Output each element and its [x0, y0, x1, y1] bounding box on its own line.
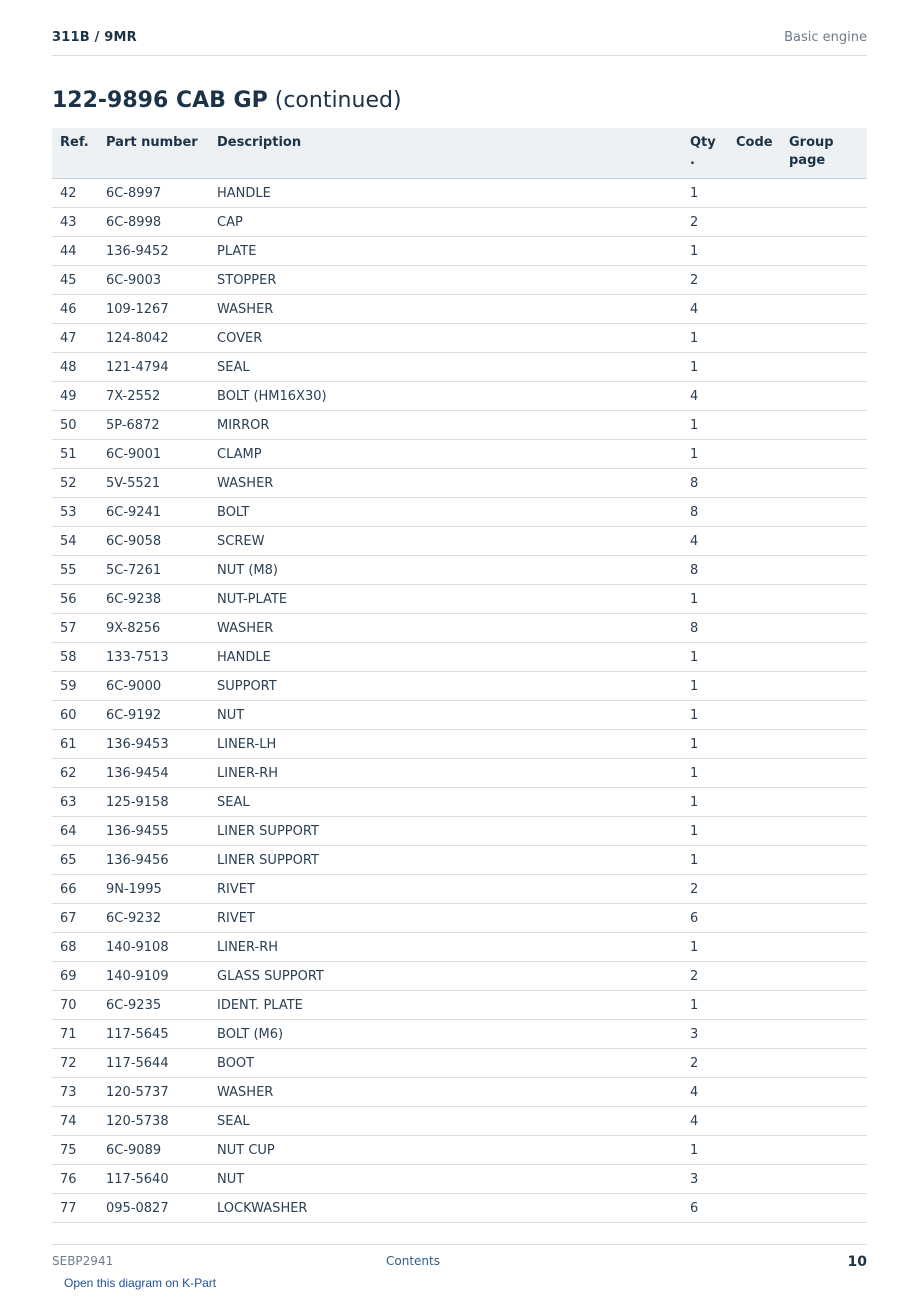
cell-group-page [781, 1165, 867, 1194]
table-row [52, 556, 867, 585]
cell-group-page [781, 1020, 867, 1049]
cell-ref: 64 [52, 817, 98, 846]
cell-description: WASHER [209, 469, 682, 498]
table-row [52, 353, 867, 382]
cell-qty: 4 [682, 382, 728, 411]
cell-group-page [781, 527, 867, 556]
table-row [52, 904, 867, 933]
cell-part-number: 125-9158 [98, 788, 209, 817]
cell-code [728, 1078, 781, 1107]
cell-part-number: 6C-9003 [98, 266, 209, 295]
cell-ref: 59 [52, 672, 98, 701]
cell-qty: 6 [682, 904, 728, 933]
cell-code [728, 556, 781, 585]
cell-ref: 58 [52, 643, 98, 672]
document-id: SEBP2941 [52, 1254, 114, 1268]
cell-group-page [781, 266, 867, 295]
cell-description: NUT [209, 1165, 682, 1194]
cell-code [728, 382, 781, 411]
cell-ref: 49 [52, 382, 98, 411]
cell-ref: 48 [52, 353, 98, 382]
page-header [52, 27, 867, 56]
cell-part-number: 5C-7261 [98, 556, 209, 585]
cell-description: LINER SUPPORT [209, 846, 682, 875]
cell-part-number: 5V-5521 [98, 469, 209, 498]
table-header-row [52, 128, 867, 179]
cell-code [728, 672, 781, 701]
cell-code [728, 208, 781, 237]
cell-code [728, 614, 781, 643]
cell-part-number: 109-1267 [98, 295, 209, 324]
table-row [52, 324, 867, 353]
cell-description: PLATE [209, 237, 682, 266]
cell-qty: 8 [682, 469, 728, 498]
cell-ref: 42 [52, 179, 98, 208]
cell-qty: 4 [682, 527, 728, 556]
cell-part-number: 6C-9089 [98, 1136, 209, 1165]
table-row [52, 498, 867, 527]
cell-code [728, 962, 781, 991]
cell-qty: 1 [682, 846, 728, 875]
cell-description: RIVET [209, 875, 682, 904]
cell-qty: 3 [682, 1020, 728, 1049]
cell-ref: 53 [52, 498, 98, 527]
model-label: 311B / 9MR [52, 30, 137, 45]
cell-part-number: 120-5738 [98, 1107, 209, 1136]
cell-description: CLAMP [209, 440, 682, 469]
col-header-qty: Qty . [682, 128, 728, 179]
cell-ref: 50 [52, 411, 98, 440]
cell-code [728, 440, 781, 469]
cell-qty: 8 [682, 556, 728, 585]
table-row [52, 585, 867, 614]
cell-ref: 54 [52, 527, 98, 556]
cell-code [728, 875, 781, 904]
cell-qty: 2 [682, 962, 728, 991]
cell-description: LINER-RH [209, 933, 682, 962]
cell-part-number: 6C-8998 [98, 208, 209, 237]
cell-group-page [781, 701, 867, 730]
cell-code [728, 730, 781, 759]
title-suffix: (continued) [274, 88, 402, 113]
cell-description: CAP [209, 208, 682, 237]
cell-ref: 77 [52, 1194, 98, 1223]
cell-group-page [781, 904, 867, 933]
cell-group-page [781, 469, 867, 498]
table-row [52, 614, 867, 643]
table-row [52, 295, 867, 324]
cell-code [728, 846, 781, 875]
cell-qty: 2 [682, 1049, 728, 1078]
table-row [52, 266, 867, 295]
cell-qty: 1 [682, 179, 728, 208]
page-title [52, 88, 402, 113]
cell-description: COVER [209, 324, 682, 353]
cell-qty: 1 [682, 324, 728, 353]
cell-ref: 70 [52, 991, 98, 1020]
cell-code [728, 324, 781, 353]
cell-code [728, 469, 781, 498]
assembly-title: 122-9896 CAB GP [52, 88, 268, 113]
cell-code [728, 295, 781, 324]
cell-qty: 2 [682, 266, 728, 295]
cell-description: HANDLE [209, 643, 682, 672]
table-row [52, 179, 867, 208]
contents-link[interactable]: Contents [386, 1254, 440, 1268]
cell-code [728, 1020, 781, 1049]
cell-qty: 4 [682, 1107, 728, 1136]
cell-part-number: 136-9454 [98, 759, 209, 788]
cell-ref: 73 [52, 1078, 98, 1107]
cell-part-number: 121-4794 [98, 353, 209, 382]
cell-part-number: 6C-9192 [98, 701, 209, 730]
table-row [52, 1165, 867, 1194]
cell-ref: 43 [52, 208, 98, 237]
col-header-part-number: Part number [98, 128, 209, 179]
cell-qty: 3 [682, 1165, 728, 1194]
cell-ref: 76 [52, 1165, 98, 1194]
cell-part-number: 120-5737 [98, 1078, 209, 1107]
cell-qty: 8 [682, 498, 728, 527]
cell-group-page [781, 411, 867, 440]
section-label: Basic engine [784, 30, 867, 45]
cell-code [728, 527, 781, 556]
cell-qty: 1 [682, 643, 728, 672]
cell-code [728, 933, 781, 962]
cell-group-page [781, 295, 867, 324]
cell-description: MIRROR [209, 411, 682, 440]
cell-description: STOPPER [209, 266, 682, 295]
table-row [52, 1194, 867, 1223]
cell-part-number: 117-5640 [98, 1165, 209, 1194]
cell-qty: 8 [682, 614, 728, 643]
col-header-code: Code [728, 128, 781, 179]
cell-ref: 66 [52, 875, 98, 904]
cell-code [728, 1194, 781, 1223]
cell-group-page [781, 1194, 867, 1223]
cell-description: BOLT [209, 498, 682, 527]
cell-ref: 65 [52, 846, 98, 875]
cell-group-page [781, 991, 867, 1020]
cell-part-number: 6C-9000 [98, 672, 209, 701]
cell-part-number: 6C-9001 [98, 440, 209, 469]
cell-qty: 2 [682, 208, 728, 237]
cell-part-number: 133-7513 [98, 643, 209, 672]
cell-qty: 1 [682, 730, 728, 759]
cell-part-number: 140-9108 [98, 933, 209, 962]
cell-qty: 1 [682, 933, 728, 962]
cell-part-number: 136-9452 [98, 237, 209, 266]
cell-qty: 1 [682, 991, 728, 1020]
cell-qty: 1 [682, 411, 728, 440]
table-row [52, 1078, 867, 1107]
cell-group-page [781, 440, 867, 469]
cell-code [728, 498, 781, 527]
table-row [52, 817, 867, 846]
cell-ref: 67 [52, 904, 98, 933]
cell-qty: 1 [682, 701, 728, 730]
table-row [52, 933, 867, 962]
table-row [52, 527, 867, 556]
table-row [52, 1136, 867, 1165]
cell-ref: 72 [52, 1049, 98, 1078]
cell-code [728, 411, 781, 440]
cell-qty: 1 [682, 585, 728, 614]
cell-qty: 1 [682, 817, 728, 846]
cell-group-page [781, 1107, 867, 1136]
table-row [52, 730, 867, 759]
page-number: 10 [847, 1254, 867, 1270]
table-row [52, 643, 867, 672]
cell-group-page [781, 556, 867, 585]
cell-description: WASHER [209, 1078, 682, 1107]
cell-group-page [781, 1078, 867, 1107]
col-header-description: Description [209, 128, 682, 179]
table-row [52, 208, 867, 237]
cell-qty: 1 [682, 672, 728, 701]
cell-part-number: 124-8042 [98, 324, 209, 353]
cell-ref: 51 [52, 440, 98, 469]
table-row [52, 469, 867, 498]
cell-qty: 1 [682, 1136, 728, 1165]
cell-description: GLASS SUPPORT [209, 962, 682, 991]
cell-ref: 52 [52, 469, 98, 498]
cell-group-page [781, 324, 867, 353]
table-row [52, 237, 867, 266]
cell-description: IDENT. PLATE [209, 991, 682, 1020]
cell-description: LINER SUPPORT [209, 817, 682, 846]
cell-description: BOOT [209, 1049, 682, 1078]
cell-group-page [781, 730, 867, 759]
cell-part-number: 095-0827 [98, 1194, 209, 1223]
cell-qty: 1 [682, 440, 728, 469]
cell-part-number: 6C-8997 [98, 179, 209, 208]
cell-qty: 1 [682, 759, 728, 788]
cell-description: BOLT (HM16X30) [209, 382, 682, 411]
cell-qty: 1 [682, 353, 728, 382]
table-row [52, 991, 867, 1020]
cell-code [728, 701, 781, 730]
cell-qty: 2 [682, 875, 728, 904]
cell-part-number: 6C-9241 [98, 498, 209, 527]
cell-code [728, 1107, 781, 1136]
cell-group-page [781, 353, 867, 382]
cell-qty: 1 [682, 788, 728, 817]
parts-table [52, 128, 867, 1223]
cell-group-page [781, 817, 867, 846]
cell-part-number: 6C-9058 [98, 527, 209, 556]
cell-group-page [781, 208, 867, 237]
cell-code [728, 817, 781, 846]
cell-ref: 69 [52, 962, 98, 991]
cell-ref: 45 [52, 266, 98, 295]
cell-group-page [781, 759, 867, 788]
cell-part-number: 9X-8256 [98, 614, 209, 643]
cell-group-page [781, 382, 867, 411]
cell-description: NUT (M8) [209, 556, 682, 585]
cell-part-number: 117-5644 [98, 1049, 209, 1078]
open-kpart-link[interactable]: Open this diagram on K-Part [64, 1276, 217, 1290]
cell-part-number: 5P-6872 [98, 411, 209, 440]
cell-group-page [781, 788, 867, 817]
cell-part-number: 7X-2552 [98, 382, 209, 411]
cell-part-number: 136-9456 [98, 846, 209, 875]
cell-group-page [781, 1049, 867, 1078]
cell-group-page [781, 875, 867, 904]
cell-description: NUT CUP [209, 1136, 682, 1165]
cell-code [728, 1049, 781, 1078]
table-row [52, 788, 867, 817]
cell-qty: 6 [682, 1194, 728, 1223]
cell-ref: 56 [52, 585, 98, 614]
cell-description: RIVET [209, 904, 682, 933]
cell-code [728, 1165, 781, 1194]
cell-code [728, 179, 781, 208]
table-row [52, 846, 867, 875]
cell-code [728, 643, 781, 672]
cell-ref: 60 [52, 701, 98, 730]
cell-qty: 1 [682, 237, 728, 266]
cell-ref: 57 [52, 614, 98, 643]
cell-part-number: 6C-9238 [98, 585, 209, 614]
cell-code [728, 904, 781, 933]
cell-group-page [781, 672, 867, 701]
cell-part-number: 140-9109 [98, 962, 209, 991]
cell-description: LINER-RH [209, 759, 682, 788]
table-row [52, 701, 867, 730]
cell-code [728, 759, 781, 788]
cell-code [728, 585, 781, 614]
cell-group-page [781, 498, 867, 527]
cell-description: LINER-LH [209, 730, 682, 759]
table-row [52, 1107, 867, 1136]
cell-group-page [781, 643, 867, 672]
cell-description: NUT [209, 701, 682, 730]
cell-group-page [781, 933, 867, 962]
cell-group-page [781, 237, 867, 266]
cell-code [728, 237, 781, 266]
table-row [52, 672, 867, 701]
cell-ref: 71 [52, 1020, 98, 1049]
col-header-ref: Ref. [52, 128, 98, 179]
cell-group-page [781, 962, 867, 991]
cell-qty: 4 [682, 1078, 728, 1107]
cell-part-number: 6C-9235 [98, 991, 209, 1020]
cell-ref: 47 [52, 324, 98, 353]
cell-description: LOCKWASHER [209, 1194, 682, 1223]
cell-description: SEAL [209, 788, 682, 817]
col-header-group-page: Group page [781, 128, 867, 179]
cell-part-number: 117-5645 [98, 1020, 209, 1049]
cell-ref: 46 [52, 295, 98, 324]
cell-description: WASHER [209, 614, 682, 643]
cell-ref: 44 [52, 237, 98, 266]
cell-part-number: 136-9453 [98, 730, 209, 759]
cell-description: HANDLE [209, 179, 682, 208]
table-row [52, 382, 867, 411]
cell-ref: 62 [52, 759, 98, 788]
table-row [52, 875, 867, 904]
table-row [52, 962, 867, 991]
cell-ref: 61 [52, 730, 98, 759]
table-row [52, 411, 867, 440]
cell-code [728, 353, 781, 382]
cell-ref: 55 [52, 556, 98, 585]
table-row [52, 1020, 867, 1049]
cell-code [728, 991, 781, 1020]
page-footer [52, 1244, 867, 1275]
cell-code [728, 788, 781, 817]
cell-part-number: 136-9455 [98, 817, 209, 846]
cell-description: BOLT (M6) [209, 1020, 682, 1049]
cell-group-page [781, 179, 867, 208]
cell-qty: 4 [682, 295, 728, 324]
cell-group-page [781, 846, 867, 875]
cell-ref: 68 [52, 933, 98, 962]
cell-group-page [781, 585, 867, 614]
cell-part-number: 9N-1995 [98, 875, 209, 904]
cell-description: NUT-PLATE [209, 585, 682, 614]
cell-ref: 75 [52, 1136, 98, 1165]
table-row [52, 440, 867, 469]
cell-description: SEAL [209, 353, 682, 382]
cell-part-number: 6C-9232 [98, 904, 209, 933]
table-row [52, 759, 867, 788]
cell-description: SEAL [209, 1107, 682, 1136]
cell-description: SUPPORT [209, 672, 682, 701]
table-row [52, 1049, 867, 1078]
cell-description: SCREW [209, 527, 682, 556]
cell-group-page [781, 614, 867, 643]
cell-code [728, 1136, 781, 1165]
cell-ref: 63 [52, 788, 98, 817]
cell-description: WASHER [209, 295, 682, 324]
cell-group-page [781, 1136, 867, 1165]
cell-code [728, 266, 781, 295]
cell-ref: 74 [52, 1107, 98, 1136]
